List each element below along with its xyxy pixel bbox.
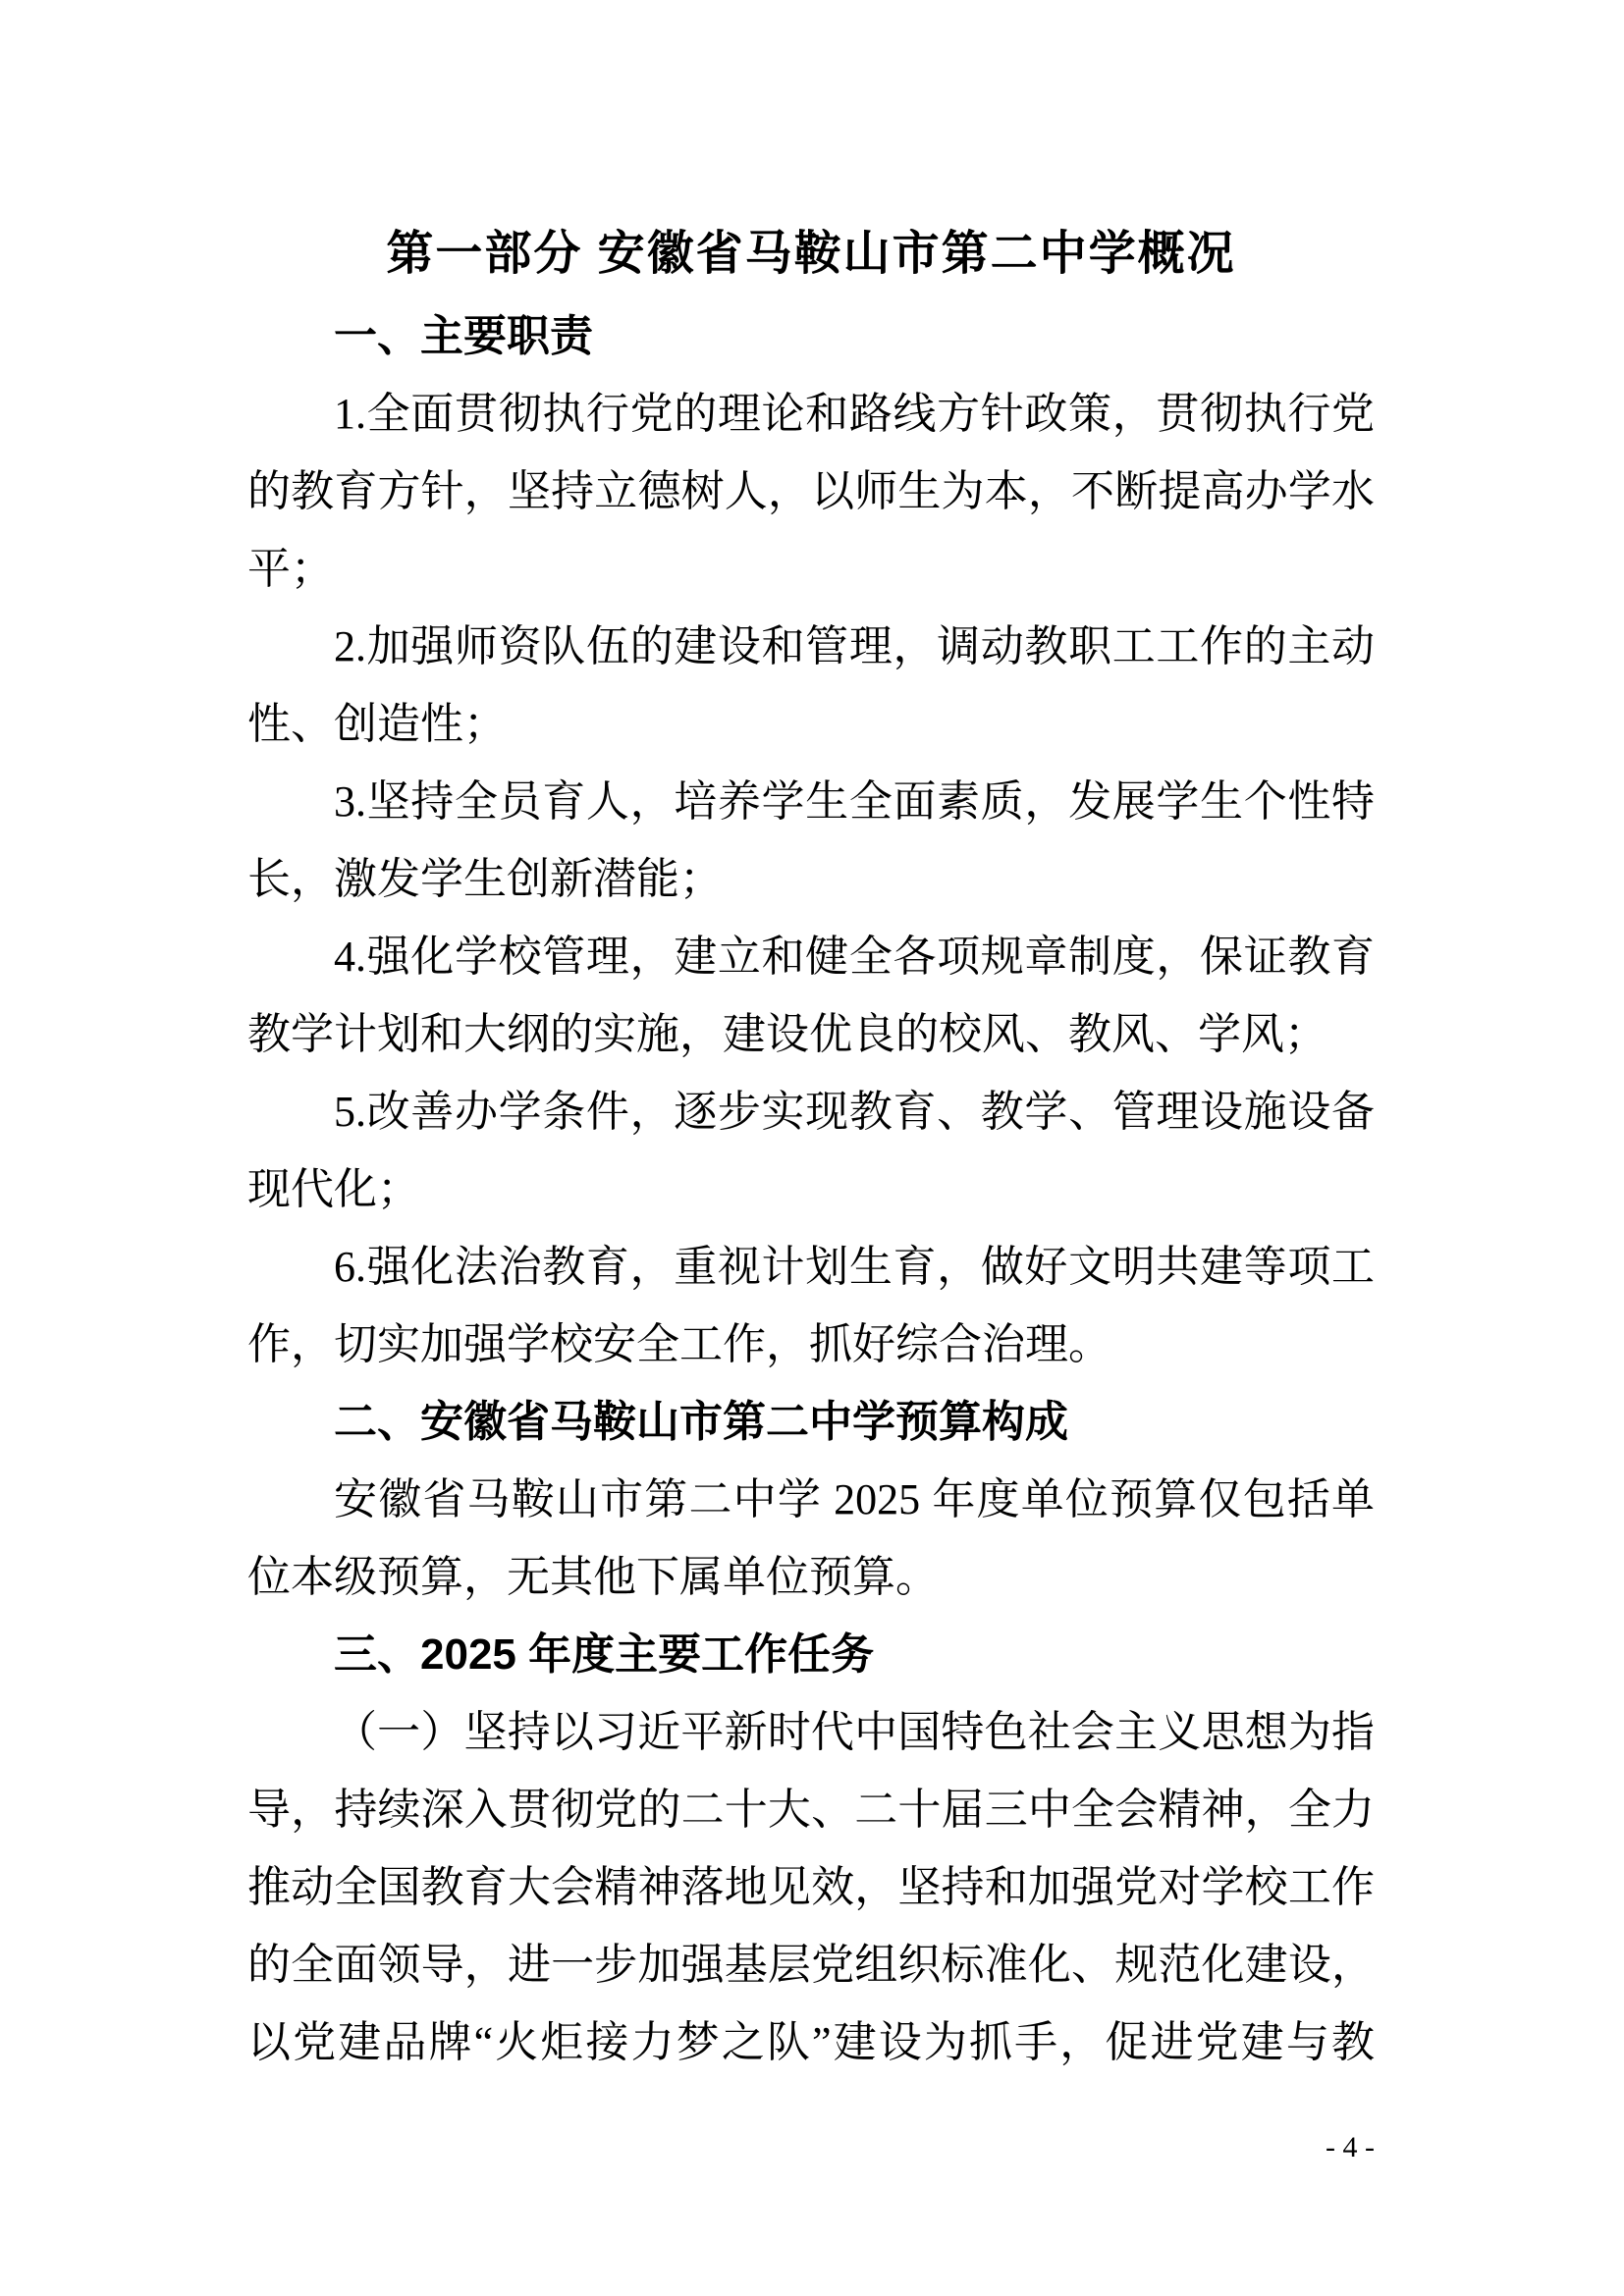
doc-line: 位本级预算，无其他下属单位预算。 (247, 1553, 939, 1601)
doc-line: 推动全国教育大会精神落地见效，坚持和加强党对学校工作 (247, 1863, 1375, 1911)
page-number: - 4 - (1326, 2131, 1375, 2163)
doc-line: 平； (247, 545, 334, 593)
doc-line: 导，持续深入贯彻党的二十大、二十届三中全会精神，全力 (247, 1786, 1375, 1834)
doc-line: 长，激发学生创新潜能； (247, 855, 723, 903)
doc-line: 现代化； (247, 1165, 420, 1213)
page-title: 第一部分 安徽省马鞍山市第二中学概况 (386, 228, 1236, 280)
doc-line: 5.改善办学条件，逐步实现教育、教学、管理设施设备 (334, 1088, 1375, 1136)
doc-line: 6.强化法治教育，重视计划生育，做好文明共建等项工 (334, 1243, 1375, 1291)
doc-line: 4.强化学校管理，建立和健全各项规章制度，保证教育 (334, 933, 1375, 981)
document-body (247, 297, 1375, 2081)
doc-line: 2.加强师资队伍的建设和管理，调动教职工工作的主动 (334, 622, 1375, 670)
doc-line: 的教育方针，坚持立德树人，以师生为本，不断提高办学水 (247, 467, 1375, 515)
section-heading: 二、安徽省马鞍山市第二中学预算构成 (334, 1398, 1068, 1446)
section-heading: 一、主要职责 (334, 312, 593, 360)
doc-line: （一）坚持以习近平新时代中国特色社会主义思想为指 (334, 1708, 1375, 1756)
section-heading: 三、2025 年度主要工作任务 (334, 1630, 875, 1679)
doc-line: 1.全面贯彻执行党的理论和路线方针政策，贯彻执行党 (334, 390, 1375, 438)
doc-line: 的全面领导，进一步加强基层党组织标准化、规范化建设， (247, 1941, 1375, 1989)
doc-line: 教学计划和大纲的实施，建设优良的校风、教风、学风； (247, 1010, 1327, 1058)
doc-line: 安徽省马鞍山市第二中学 2025 年度单位预算仅包括单 (334, 1475, 1375, 1523)
doc-line: 以党建品牌“火炬接力梦之队”建设为抓手，促进党建与教 (247, 2018, 1375, 2066)
doc-line: 性、创造性； (247, 700, 507, 748)
doc-line: 3.坚持全员育人，培养学生全面素质，发展学生个性特 (334, 777, 1375, 826)
doc-line: 作，切实加强学校安全工作，抓好综合治理。 (247, 1320, 1111, 1368)
